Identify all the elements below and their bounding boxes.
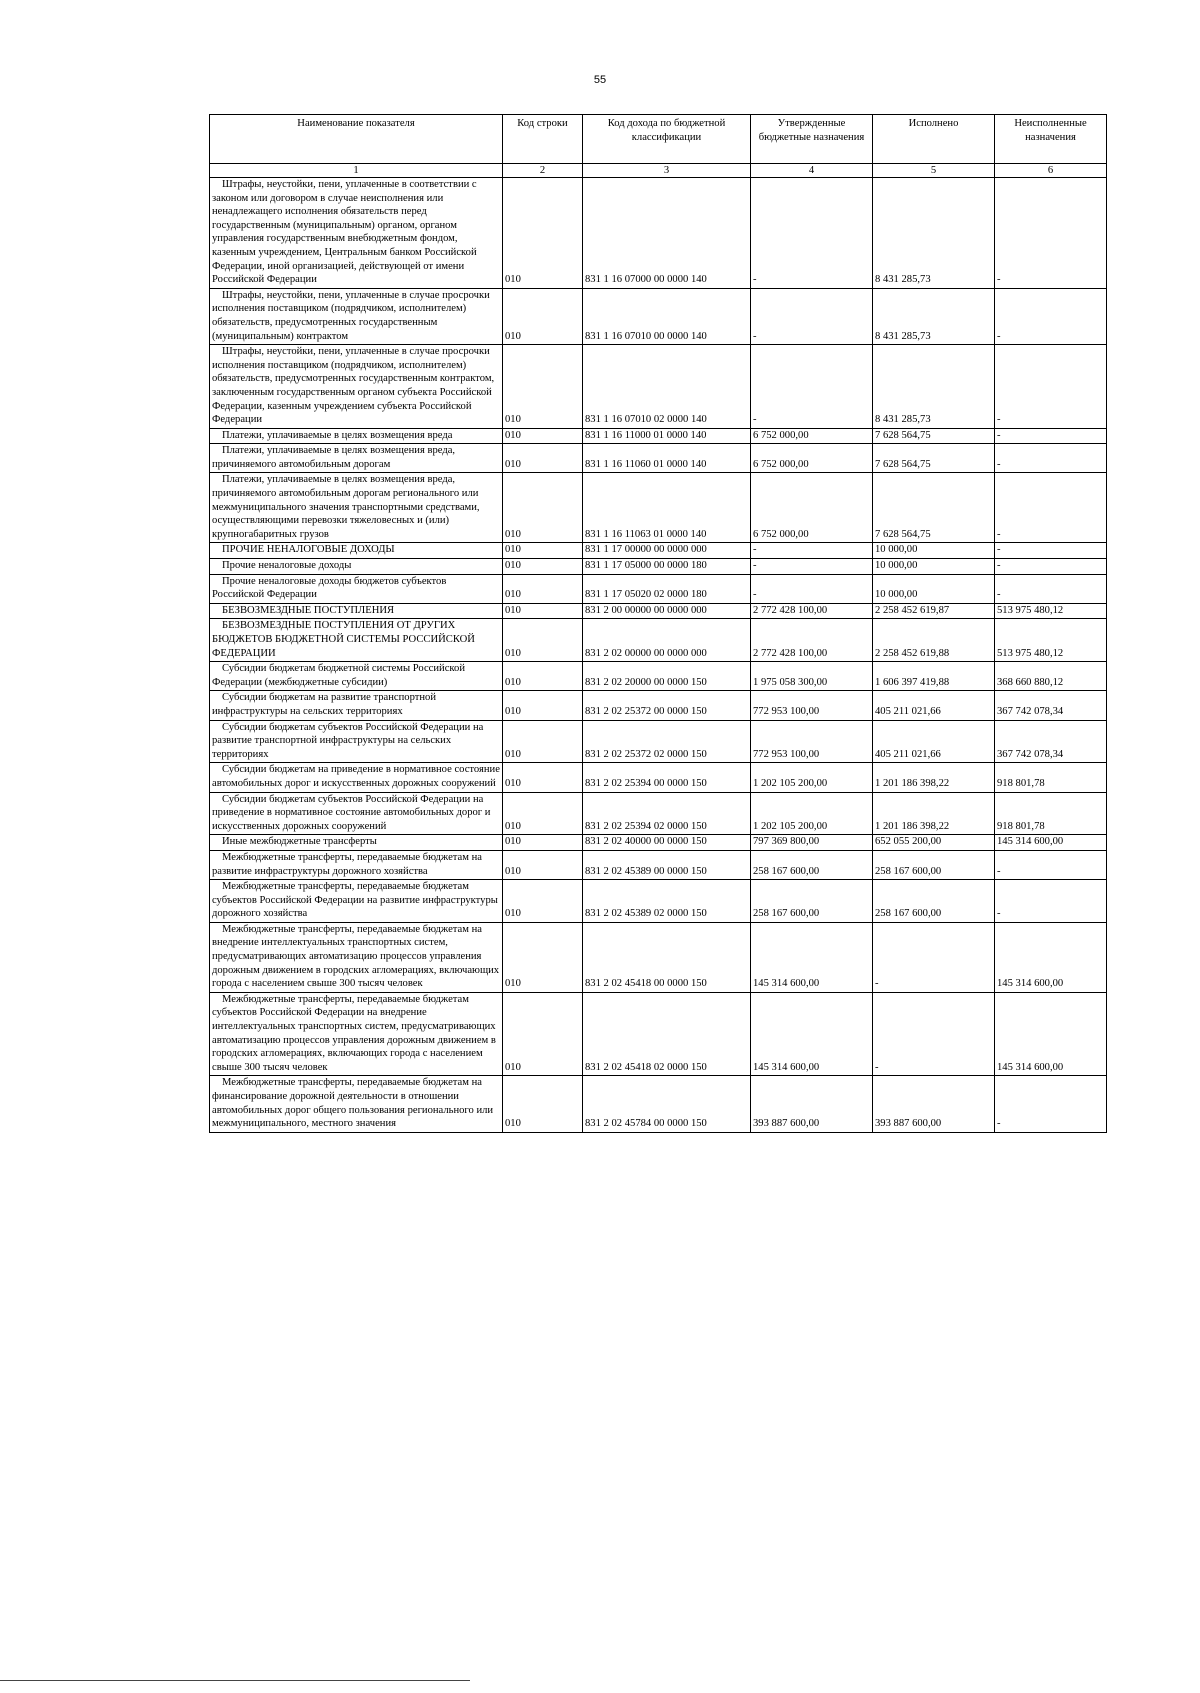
indicator-name: Межбюджетные трансферты, передаваемые бюджетам субъектов Российской Федерации на развитие инфраструктуры дорожного хозяйства: [210, 880, 503, 923]
approved-amount: -: [751, 574, 873, 603]
unexecuted-amount: -: [995, 559, 1107, 575]
income-code: 831 2 02 45418 00 0000 150: [583, 922, 751, 992]
table-row: [210, 850, 1107, 879]
executed-amount: 258 167 600,00: [873, 880, 995, 923]
line-code: 010: [503, 992, 583, 1076]
approved-amount: -: [751, 559, 873, 575]
column-number: 1: [210, 164, 503, 178]
income-code: 831 1 17 05020 02 0000 180: [583, 574, 751, 603]
approved-amount: 145 314 600,00: [751, 922, 873, 992]
indicator-name: Прочие неналоговые доходы: [210, 559, 503, 575]
unexecuted-amount: 145 314 600,00: [995, 992, 1107, 1076]
header-line-code: Код строки: [503, 115, 583, 164]
approved-amount: 258 167 600,00: [751, 880, 873, 923]
indicator-name: Межбюджетные трансферты, передаваемые бюджетам на внедрение интеллектуальных транспортных систем, предусматривающих автоматизацию процессов управления дорожным движением в городских агломерациях, включающих города с населением свыше 300 тысяч человек: [210, 922, 503, 992]
income-code: 831 2 02 25372 02 0000 150: [583, 720, 751, 763]
income-code: 831 2 02 25394 02 0000 150: [583, 792, 751, 835]
executed-amount: 8 431 285,73: [873, 288, 995, 344]
income-code: 831 2 02 40000 00 0000 150: [583, 835, 751, 851]
line-code: 010: [503, 1076, 583, 1132]
unexecuted-amount: -: [995, 1076, 1107, 1132]
unexecuted-amount: 145 314 600,00: [995, 922, 1107, 992]
page-number: 55: [593, 74, 607, 86]
approved-amount: -: [751, 543, 873, 559]
income-code: 831 2 02 45418 02 0000 150: [583, 992, 751, 1076]
line-code: 010: [503, 880, 583, 923]
table-row: [210, 559, 1107, 575]
income-code: 831 1 17 00000 00 0000 000: [583, 543, 751, 559]
executed-amount: 7 628 564,75: [873, 428, 995, 444]
column-number: 5: [873, 164, 995, 178]
line-code: 010: [503, 922, 583, 992]
table-row: [210, 992, 1107, 1076]
unexecuted-amount: -: [995, 428, 1107, 444]
table-row: [210, 574, 1107, 603]
table-row: [210, 619, 1107, 662]
line-code: 010: [503, 345, 583, 429]
table-row: [210, 691, 1107, 720]
executed-amount: 8 431 285,73: [873, 345, 995, 429]
unexecuted-amount: 513 975 480,12: [995, 619, 1107, 662]
line-code: 010: [503, 428, 583, 444]
table-row: [210, 763, 1107, 792]
income-code: 831 2 02 45389 02 0000 150: [583, 880, 751, 923]
income-code: 831 1 16 11060 01 0000 140: [583, 444, 751, 473]
executed-amount: 258 167 600,00: [873, 850, 995, 879]
indicator-name: Штрафы, неустойки, пени, уплаченные в соответствии с законом или договором в случае неисполнения или ненадлежащего исполнения обязательств перед государственным (муниципальным) органом, органом управления государственным внебюджетным фондом, казенным учреждением, Центральным банком Российской Федерации, иной организацией, действующей от имени Российской Федерации: [210, 178, 503, 289]
approved-amount: 6 752 000,00: [751, 444, 873, 473]
executed-amount: 10 000,00: [873, 543, 995, 559]
column-number: 6: [995, 164, 1107, 178]
executed-amount: 8 431 285,73: [873, 178, 995, 289]
line-code: 010: [503, 662, 583, 691]
approved-amount: 1 202 105 200,00: [751, 792, 873, 835]
income-code: 831 2 00 00000 00 0000 000: [583, 603, 751, 619]
indicator-name: Субсидии бюджетам субъектов Российской Федерации на приведение в нормативное состояние автомобильных дорог и искусственных дорожных сооружений: [210, 792, 503, 835]
executed-amount: 7 628 564,75: [873, 444, 995, 473]
column-number-row: [210, 164, 1107, 178]
income-code: 831 2 02 45389 00 0000 150: [583, 850, 751, 879]
executed-amount: -: [873, 922, 995, 992]
income-code: 831 1 17 05000 00 0000 180: [583, 559, 751, 575]
unexecuted-amount: -: [995, 473, 1107, 543]
indicator-name: Межбюджетные трансферты, передаваемые бюджетам на финансирование дорожной деятельности в отношении автомобильных дорог общего пользования регионального или межмуниципального, местного значения: [210, 1076, 503, 1132]
unexecuted-amount: -: [995, 345, 1107, 429]
unexecuted-amount: -: [995, 850, 1107, 879]
unexecuted-amount: 367 742 078,34: [995, 691, 1107, 720]
executed-amount: 393 887 600,00: [873, 1076, 995, 1132]
executed-amount: 405 211 021,66: [873, 691, 995, 720]
executed-amount: 10 000,00: [873, 574, 995, 603]
unexecuted-amount: -: [995, 288, 1107, 344]
executed-amount: 652 055 200,00: [873, 835, 995, 851]
unexecuted-amount: -: [995, 574, 1107, 603]
table-row: [210, 662, 1107, 691]
indicator-name: Межбюджетные трансферты, передаваемые бюджетам субъектов Российской Федерации на внедрение интеллектуальных транспортных систем, предусматривающих автоматизацию процессов управления дорожным движением в городских агломерациях, включающих города с населением свыше 300 тысяч человек: [210, 992, 503, 1076]
indicator-name: Межбюджетные трансферты, передаваемые бюджетам на развитие инфраструктуры дорожного хозяйства: [210, 850, 503, 879]
line-code: 010: [503, 619, 583, 662]
line-code: 010: [503, 559, 583, 575]
table-row: [210, 720, 1107, 763]
column-number: 2: [503, 164, 583, 178]
approved-amount: 6 752 000,00: [751, 473, 873, 543]
unexecuted-amount: 918 801,78: [995, 792, 1107, 835]
indicator-name: Субсидии бюджетам на приведение в нормативное состояние автомобильных дорог и искусственных дорожных сооружений: [210, 763, 503, 792]
indicator-name: Штрафы, неустойки, пени, уплаченные в случае просрочки исполнения поставщиком (подрядчиком, исполнителем) обязательств, предусмотренных государственным контрактом, заключенным государственным органом субъекта Российской Федерации, казенным учреждением субъекта Российской Федерации: [210, 345, 503, 429]
approved-amount: -: [751, 178, 873, 289]
table-row: [210, 880, 1107, 923]
approved-amount: 772 953 100,00: [751, 720, 873, 763]
income-code: 831 2 02 45784 00 0000 150: [583, 1076, 751, 1132]
table-row: [210, 428, 1107, 444]
footer-rule: [0, 1680, 470, 1681]
line-code: 010: [503, 763, 583, 792]
table-row: [210, 1076, 1107, 1132]
approved-amount: 1 202 105 200,00: [751, 763, 873, 792]
indicator-name: БЕЗВОЗМЕЗДНЫЕ ПОСТУПЛЕНИЯ ОТ ДРУГИХ БЮДЖЕТОВ БЮДЖЕТНОЙ СИСТЕМЫ РОССИЙСКОЙ ФЕДЕРАЦИИ: [210, 619, 503, 662]
executed-amount: 405 211 021,66: [873, 720, 995, 763]
unexecuted-amount: 368 660 880,12: [995, 662, 1107, 691]
unexecuted-amount: -: [995, 880, 1107, 923]
income-code: 831 1 16 07010 00 0000 140: [583, 288, 751, 344]
line-code: 010: [503, 444, 583, 473]
indicator-name: Субсидии бюджетам бюджетной системы Российской Федерации (межбюджетные субсидии): [210, 662, 503, 691]
executed-amount: -: [873, 992, 995, 1076]
executed-amount: 1 201 186 398,22: [873, 763, 995, 792]
income-code: 831 2 02 25394 00 0000 150: [583, 763, 751, 792]
column-number: 4: [751, 164, 873, 178]
income-code: 831 2 02 20000 00 0000 150: [583, 662, 751, 691]
column-number: 3: [583, 164, 751, 178]
income-code: 831 1 16 07010 02 0000 140: [583, 345, 751, 429]
approved-amount: 258 167 600,00: [751, 850, 873, 879]
table-row: [210, 922, 1107, 992]
executed-amount: 2 258 452 619,87: [873, 603, 995, 619]
indicator-name: Субсидии бюджетам субъектов Российской Федерации на развитие транспортной инфраструктуры на сельских территориях: [210, 720, 503, 763]
table-row: [210, 603, 1107, 619]
approved-amount: 393 887 600,00: [751, 1076, 873, 1132]
income-code: 831 1 16 11000 01 0000 140: [583, 428, 751, 444]
approved-amount: 1 975 058 300,00: [751, 662, 873, 691]
table-row: [210, 444, 1107, 473]
line-code: 010: [503, 574, 583, 603]
unexecuted-amount: 367 742 078,34: [995, 720, 1107, 763]
approved-amount: -: [751, 288, 873, 344]
header-approved: Утвержденные бюджетные назначения: [751, 115, 873, 164]
header-income-code: Код дохода по бюджетной классификации: [583, 115, 751, 164]
indicator-name: ПРОЧИЕ НЕНАЛОГОВЫЕ ДОХОДЫ: [210, 543, 503, 559]
executed-amount: 1 201 186 398,22: [873, 792, 995, 835]
indicator-name: БЕЗВОЗМЕЗДНЫЕ ПОСТУПЛЕНИЯ: [210, 603, 503, 619]
indicator-name: Платежи, уплачиваемые в целях возмещения вреда: [210, 428, 503, 444]
indicator-name: Прочие неналоговые доходы бюджетов субъектов Российской Федерации: [210, 574, 503, 603]
table-row: [210, 345, 1107, 429]
unexecuted-amount: -: [995, 543, 1107, 559]
line-code: 010: [503, 603, 583, 619]
header-executed: Исполнено: [873, 115, 995, 164]
line-code: 010: [503, 178, 583, 289]
approved-amount: 2 772 428 100,00: [751, 619, 873, 662]
unexecuted-amount: 513 975 480,12: [995, 603, 1107, 619]
table-row: [210, 473, 1107, 543]
income-code: 831 1 16 11063 01 0000 140: [583, 473, 751, 543]
indicator-name: Иные межбюджетные трансферты: [210, 835, 503, 851]
table-row: [210, 543, 1107, 559]
table-row: [210, 835, 1107, 851]
unexecuted-amount: 145 314 600,00: [995, 835, 1107, 851]
approved-amount: 797 369 800,00: [751, 835, 873, 851]
executed-amount: 2 258 452 619,88: [873, 619, 995, 662]
executed-amount: 10 000,00: [873, 559, 995, 575]
approved-amount: 772 953 100,00: [751, 691, 873, 720]
approved-amount: 6 752 000,00: [751, 428, 873, 444]
table-row: [210, 792, 1107, 835]
budget-execution-table: [209, 114, 1107, 1133]
executed-amount: 1 606 397 419,88: [873, 662, 995, 691]
approved-amount: -: [751, 345, 873, 429]
line-code: 010: [503, 792, 583, 835]
line-code: 010: [503, 473, 583, 543]
table-row: [210, 288, 1107, 344]
indicator-name: Субсидии бюджетам на развитие транспортной инфраструктуры на сельских территориях: [210, 691, 503, 720]
indicator-name: Платежи, уплачиваемые в целях возмещения вреда, причиняемого автомобильным дорогам регионального или межмуниципального значения транспортными средствами, осуществляющими перевозки тяжеловесных и (или) крупногабаритных грузов: [210, 473, 503, 543]
table-row: [210, 178, 1107, 289]
line-code: 010: [503, 850, 583, 879]
unexecuted-amount: 918 801,78: [995, 763, 1107, 792]
unexecuted-amount: -: [995, 444, 1107, 473]
indicator-name: Платежи, уплачиваемые в целях возмещения вреда, причиняемого автомобильным дорогам: [210, 444, 503, 473]
executed-amount: 7 628 564,75: [873, 473, 995, 543]
table-header-row: [210, 115, 1107, 164]
header-indicator-name: Наименование показателя: [210, 115, 503, 164]
income-code: 831 1 16 07000 00 0000 140: [583, 178, 751, 289]
line-code: 010: [503, 543, 583, 559]
header-unexecuted: Неисполненные назначения: [995, 115, 1107, 164]
line-code: 010: [503, 720, 583, 763]
income-code: 831 2 02 25372 00 0000 150: [583, 691, 751, 720]
indicator-name: Штрафы, неустойки, пени, уплаченные в случае просрочки исполнения поставщиком (подрядчиком, исполнителем) обязательств, предусмотренных государственным (муниципальным) контрактом: [210, 288, 503, 344]
unexecuted-amount: -: [995, 178, 1107, 289]
income-code: 831 2 02 00000 00 0000 000: [583, 619, 751, 662]
line-code: 010: [503, 835, 583, 851]
approved-amount: 2 772 428 100,00: [751, 603, 873, 619]
line-code: 010: [503, 691, 583, 720]
approved-amount: 145 314 600,00: [751, 992, 873, 1076]
line-code: 010: [503, 288, 583, 344]
